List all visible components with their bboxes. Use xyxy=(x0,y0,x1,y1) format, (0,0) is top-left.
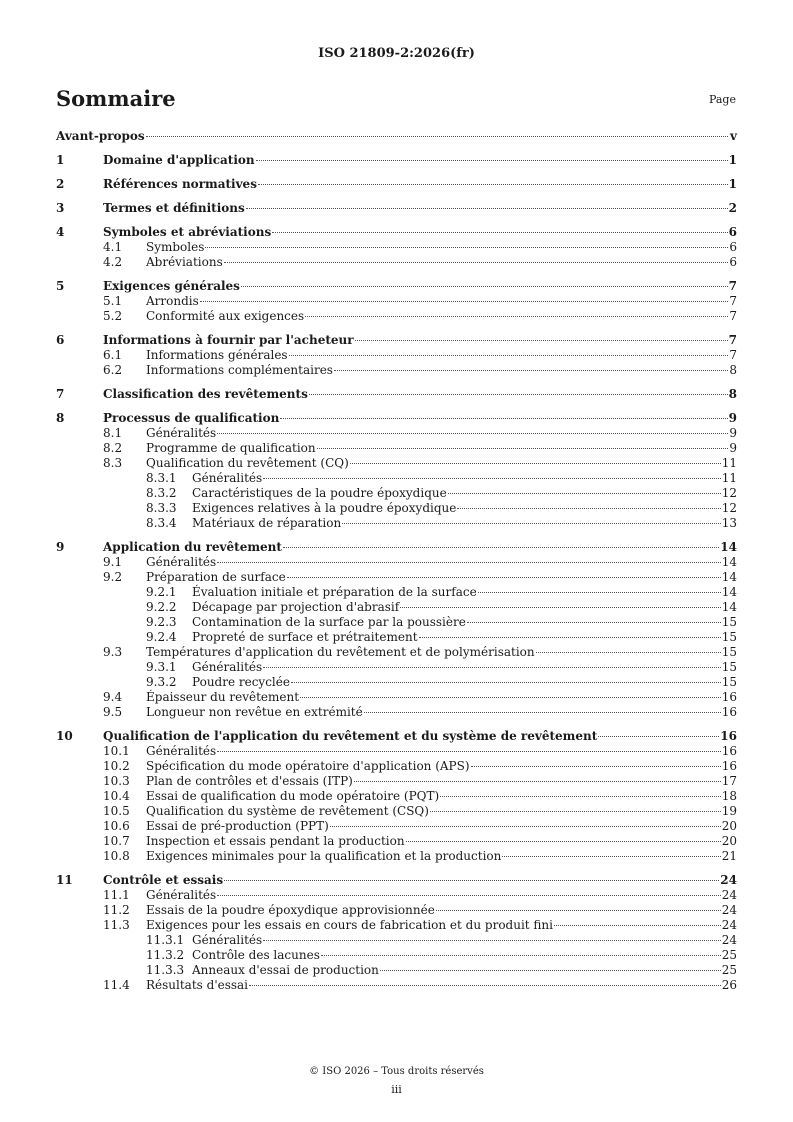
toc-entry-number: 11.3.2 xyxy=(146,948,185,962)
toc-entry-page: 2 xyxy=(728,201,737,215)
toc-entry-page: 7 xyxy=(728,279,737,293)
toc-entry-number: 4.1 xyxy=(103,240,123,254)
toc-entry-page: 16 xyxy=(720,729,737,743)
toc-entry-number: 8.3.2 xyxy=(146,486,177,500)
toc-entry-label: Anneaux d'essai de production xyxy=(192,963,379,977)
toc-entry[interactable] xyxy=(56,486,737,501)
toc-entry-label: Caractéristiques de la poudre époxydique xyxy=(192,486,447,500)
toc-leader-dots xyxy=(354,781,721,782)
toc-leader-dots xyxy=(280,418,727,419)
toc-entry-label: Informations à fournir par l'acheteur xyxy=(103,333,354,347)
toc-leader-dots xyxy=(430,811,721,812)
toc-entry[interactable] xyxy=(56,903,737,918)
toc-entry[interactable] xyxy=(56,585,737,600)
toc-leader-dots xyxy=(350,463,721,464)
toc-entry-label: Contamination de la surface par la poussière xyxy=(192,615,466,629)
toc-entry-label: Informations générales xyxy=(146,348,288,362)
toc-leader-dots xyxy=(380,970,721,971)
toc-entry-label: Poudre recyclée xyxy=(192,675,290,689)
toc-entry-page: 20 xyxy=(721,834,737,848)
toc-leader-dots xyxy=(217,751,721,752)
toc-leader-dots xyxy=(289,355,728,356)
toc-entry-page: 1 xyxy=(728,177,737,191)
toc-entry-number: 8.3.3 xyxy=(146,501,177,515)
toc-entry[interactable] xyxy=(56,570,737,585)
toc-entry-page: 15 xyxy=(721,615,737,629)
toc-entry-page: 21 xyxy=(721,849,737,863)
toc-entry[interactable] xyxy=(56,501,737,516)
toc-leader-dots xyxy=(321,955,721,956)
toc-leader-dots xyxy=(436,910,721,911)
toc-entry-page: 14 xyxy=(720,540,737,554)
toc-entry[interactable] xyxy=(56,426,737,441)
toc-entry-page: 25 xyxy=(721,948,737,962)
toc-entry-label: Informations complémentaires xyxy=(146,363,333,377)
toc-leader-dots xyxy=(224,262,728,263)
toc-entry[interactable] xyxy=(56,774,737,789)
toc-entry[interactable] xyxy=(56,471,737,486)
toc-entry-label: Généralités xyxy=(146,744,217,758)
toc-entry[interactable] xyxy=(56,363,737,378)
toc-entry[interactable] xyxy=(56,201,737,216)
toc-entry-number: 10.5 xyxy=(103,804,130,818)
toc-entry-label: Généralités xyxy=(146,426,217,440)
copyright-footer: © ISO 2026 – Tous droits réservés xyxy=(309,1066,484,1077)
toc-entry[interactable] xyxy=(56,744,737,759)
toc-entry-page: 7 xyxy=(729,348,737,362)
toc-entry-number: 8.3.1 xyxy=(146,471,177,485)
toc-leader-dots xyxy=(536,652,721,653)
toc-leader-dots xyxy=(217,895,721,896)
toc-leader-dots xyxy=(478,592,721,593)
toc-entry-page: 7 xyxy=(729,309,737,323)
toc-entry-label: Résultats d'essai xyxy=(146,978,249,992)
toc-entry-number: 4.2 xyxy=(103,255,123,269)
toc-entry-label: Décapage par projection d'abrasif xyxy=(192,600,400,614)
toc-entry-number: 4 xyxy=(56,225,65,239)
toc-entry-page: 14 xyxy=(721,555,737,569)
toc-entry-page: 13 xyxy=(721,516,737,530)
toc-leader-dots xyxy=(217,433,728,434)
toc-entry[interactable] xyxy=(56,630,737,645)
toc-entry-page: 24 xyxy=(721,888,737,902)
toc-entry-number: 11.2 xyxy=(103,903,130,917)
toc-entry-number: 5 xyxy=(56,279,65,293)
toc-leader-dots xyxy=(241,286,728,287)
toc-entry[interactable] xyxy=(56,690,737,705)
toc-entry-label: Exigences pour les essais en cours de fabrication et du produit fini xyxy=(146,918,553,932)
toc-leader-dots xyxy=(471,766,721,767)
toc-entry-page: 19 xyxy=(721,804,737,818)
toc-entry-number: 9.2.1 xyxy=(146,585,177,599)
toc-leader-dots xyxy=(342,523,721,524)
toc-entry-label: Processus de qualification xyxy=(103,411,280,425)
toc-leader-dots xyxy=(305,316,728,317)
toc-leader-dots xyxy=(283,547,719,548)
toc-entry-page: 6 xyxy=(729,255,737,269)
toc-entry-label: Abréviations xyxy=(146,255,223,269)
toc-entry[interactable] xyxy=(56,948,737,963)
toc-entry[interactable] xyxy=(56,963,737,978)
toc-entry-label: Qualification du système de revêtement (CSQ) xyxy=(146,804,429,818)
toc-entry-page: 8 xyxy=(729,363,737,377)
toc-entry-label: Qualification du revêtement (CQ) xyxy=(146,456,349,470)
toc-entry-page: 9 xyxy=(728,411,737,425)
toc-entry[interactable] xyxy=(56,660,737,675)
toc-entry[interactable] xyxy=(56,309,737,324)
toc-leader-dots xyxy=(300,697,721,698)
toc-entry-label: Références normatives xyxy=(103,177,257,191)
toc-entry-page: 6 xyxy=(729,240,737,254)
toc-entry-label: Classification des revêtements xyxy=(103,387,308,401)
toc-entry-number: 10.2 xyxy=(103,759,130,773)
toc-entry-number: 8.1 xyxy=(103,426,123,440)
toc-entry-label: Termes et définitions xyxy=(103,201,245,215)
toc-entry-number: 10.7 xyxy=(103,834,130,848)
toc-entry-number: 8.3.4 xyxy=(146,516,177,530)
toc-entry[interactable] xyxy=(56,516,737,531)
toc-entry-page: 14 xyxy=(721,585,737,599)
toc-entry[interactable] xyxy=(56,615,737,630)
toc-entry-label: Évaluation initiale et préparation de la surface xyxy=(192,585,477,599)
toc-entry-page: 16 xyxy=(721,759,737,773)
toc-entry-page: 15 xyxy=(721,645,737,659)
toc-entry-label: Qualification de l'application du revêtement et du système de revêtement xyxy=(103,729,598,743)
toc-leader-dots xyxy=(205,247,728,248)
toc-entry[interactable] xyxy=(56,387,737,402)
toc-entry-number: 10 xyxy=(56,729,73,743)
toc-leader-dots xyxy=(272,232,727,233)
toc-entry-label: Généralités xyxy=(192,660,263,674)
toc-entry-label: Généralités xyxy=(192,471,263,485)
toc-entry-number: 10.4 xyxy=(103,789,130,803)
toc-entry[interactable] xyxy=(56,255,737,270)
toc-entry-number: 9.2.2 xyxy=(146,600,177,614)
toc-entry[interactable] xyxy=(56,759,737,774)
toc-entry-label: Contrôle des lacunes xyxy=(192,948,320,962)
toc-leader-dots xyxy=(448,493,721,494)
toc-entry-label: Application du revêtement xyxy=(103,540,282,554)
toc-entry-number: 5.1 xyxy=(103,294,123,308)
toc-entry[interactable] xyxy=(56,645,737,660)
toc-entry-label: Généralités xyxy=(146,555,217,569)
toc-entry-page: 16 xyxy=(721,690,737,704)
toc-entry-label: Programme de qualification xyxy=(146,441,316,455)
toc-entry-number: 9.5 xyxy=(103,705,123,719)
toc-leader-dots xyxy=(224,880,719,881)
toc-entry[interactable] xyxy=(56,873,737,888)
toc-entry-number: 6.1 xyxy=(103,348,123,362)
toc-entry-label: Exigences relatives à la poudre époxydique xyxy=(192,501,457,515)
toc-entry-page: 14 xyxy=(721,570,737,584)
toc-entry-page: 9 xyxy=(729,426,737,440)
toc-entry[interactable] xyxy=(56,729,737,744)
toc-entry-label: Symboles et abréviations xyxy=(103,225,272,239)
toc-entry[interactable] xyxy=(56,411,737,426)
table-of-contents xyxy=(56,129,737,993)
toc-entry-page: 17 xyxy=(721,774,737,788)
toc-entry-page: 12 xyxy=(721,486,737,500)
toc-leader-dots xyxy=(263,667,721,668)
toc-leader-dots xyxy=(598,736,719,737)
toc-entry-page: 15 xyxy=(721,630,737,644)
toc-entry-number: 10.8 xyxy=(103,849,130,863)
toc-entry-page: 20 xyxy=(721,819,737,833)
toc-entry-page: 24 xyxy=(721,918,737,932)
toc-entry-label: Généralités xyxy=(146,888,217,902)
toc-entry[interactable] xyxy=(56,705,737,720)
toc-entry-page: 7 xyxy=(728,333,737,347)
toc-entry-number: 9 xyxy=(56,540,65,554)
toc-entry-label: Exigences minimales pour la qualification et la production xyxy=(146,849,502,863)
toc-entry-number: 8.2 xyxy=(103,441,123,455)
toc-entry-label: Longueur non revêtue en extrémité xyxy=(146,705,363,719)
toc-entry-number: 8.3 xyxy=(103,456,123,470)
toc-entry[interactable] xyxy=(56,933,737,948)
toc-entry-page: 16 xyxy=(721,744,737,758)
toc-leader-dots xyxy=(457,508,720,509)
toc-leader-dots xyxy=(440,796,721,797)
toc-entry[interactable] xyxy=(56,153,737,168)
toc-entry-number: 9.3.2 xyxy=(146,675,177,689)
toc-entry-number: 11.4 xyxy=(103,978,130,992)
toc-leader-dots xyxy=(263,478,721,479)
toc-entry-number: 9.2 xyxy=(103,570,123,584)
toc-entry[interactable] xyxy=(56,279,737,294)
toc-entry-number: 8 xyxy=(56,411,65,425)
toc-entry-number: 3 xyxy=(56,201,65,215)
toc-entry[interactable] xyxy=(56,540,737,555)
toc-entry-page: 24 xyxy=(721,903,737,917)
toc-entry-label: Avant-propos xyxy=(56,129,145,143)
toc-leader-dots xyxy=(400,607,721,608)
toc-entry-number: 5.2 xyxy=(103,309,123,323)
toc-entry-label: Généralités xyxy=(192,933,263,947)
toc-entry-number: 9.1 xyxy=(103,555,123,569)
toc-entry[interactable] xyxy=(56,240,737,255)
toc-entry-page: 12 xyxy=(721,501,737,515)
toc-entry-number: 10.1 xyxy=(103,744,130,758)
toc-entry-number: 11.3.3 xyxy=(146,963,185,977)
toc-leader-dots xyxy=(364,712,721,713)
toc-entry-page: 8 xyxy=(728,387,737,401)
toc-entry-page: 15 xyxy=(721,675,737,689)
toc-entry[interactable] xyxy=(56,675,737,690)
toc-leader-dots xyxy=(309,394,728,395)
toc-entry-number: 9.3.1 xyxy=(146,660,177,674)
toc-leader-dots xyxy=(502,856,720,857)
toc-entry[interactable] xyxy=(56,789,737,804)
toc-entry-number: 10.6 xyxy=(103,819,130,833)
page-number: iii xyxy=(391,1083,402,1096)
toc-entry-number: 11.3.1 xyxy=(146,933,185,947)
toc-leader-dots xyxy=(406,841,721,842)
toc-entry[interactable] xyxy=(56,600,737,615)
toc-entry-label: Préparation de surface xyxy=(146,570,286,584)
toc-entry[interactable] xyxy=(56,348,737,363)
toc-entry[interactable] xyxy=(56,804,737,819)
toc-entry-number: 7 xyxy=(56,387,65,401)
toc-entry-number: 2 xyxy=(56,177,65,191)
toc-entry[interactable] xyxy=(56,456,737,471)
toc-entry[interactable] xyxy=(56,333,737,348)
toc-leader-dots xyxy=(200,301,728,302)
toc-entry-label: Épaisseur du revêtement xyxy=(146,690,300,704)
toc-leader-dots xyxy=(258,184,728,185)
toc-entry[interactable] xyxy=(56,294,737,309)
page-title: Sommaire xyxy=(56,86,176,111)
toc-entry-label: Spécification du mode opératoire d'application (APS) xyxy=(146,759,470,773)
toc-leader-dots xyxy=(263,940,721,941)
toc-entry[interactable] xyxy=(56,441,737,456)
toc-entry-label: Propreté de surface et prétraitement xyxy=(192,630,418,644)
toc-leader-dots xyxy=(146,136,728,137)
toc-entry-page: 1 xyxy=(728,153,737,167)
toc-leader-dots xyxy=(317,448,728,449)
toc-entry-number: 9.2.4 xyxy=(146,630,177,644)
toc-leader-dots xyxy=(256,160,728,161)
toc-leader-dots xyxy=(467,622,721,623)
toc-entry-number: 6 xyxy=(56,333,65,347)
toc-entry-number: 11.3 xyxy=(103,918,130,932)
toc-entry-number: 6.2 xyxy=(103,363,123,377)
toc-entry-page: 18 xyxy=(721,789,737,803)
toc-entry-number: 11.1 xyxy=(103,888,130,902)
toc-entry-page: 11 xyxy=(721,456,737,470)
toc-entry-number: 1 xyxy=(56,153,65,167)
toc-entry-number: 9.4 xyxy=(103,690,123,704)
toc-entry-page: v xyxy=(730,129,737,143)
toc-entry[interactable] xyxy=(56,129,737,144)
toc-entry[interactable] xyxy=(56,225,737,240)
toc-leader-dots xyxy=(246,208,728,209)
toc-entry-number: 9.2.3 xyxy=(146,615,177,629)
document-header: ISO 21809-2:2026(fr) xyxy=(318,46,475,61)
toc-entry-label: Contrôle et essais xyxy=(103,873,224,887)
toc-entry-label: Symboles xyxy=(146,240,205,254)
toc-entry-label: Arrondis xyxy=(146,294,199,308)
toc-entry-label: Plan de contrôles et d'essais (ITP) xyxy=(146,774,353,788)
toc-entry-number: 9.3 xyxy=(103,645,123,659)
toc-entry[interactable] xyxy=(56,849,737,864)
toc-entry-page: 11 xyxy=(721,471,737,485)
toc-entry-label: Températures d'application du revêtement et de polymérisation xyxy=(146,645,535,659)
page-column-label: Page xyxy=(708,93,736,106)
toc-entry-label: Inspection et essais pendant la production xyxy=(146,834,405,848)
toc-leader-dots xyxy=(554,925,721,926)
toc-entry-number: 10.3 xyxy=(103,774,130,788)
toc-entry[interactable] xyxy=(56,177,737,192)
toc-entry-label: Essai de qualification du mode opératoire (PQT) xyxy=(146,789,440,803)
toc-entry-label: Domaine d'application xyxy=(103,153,255,167)
toc-entry-page: 6 xyxy=(728,225,737,239)
toc-leader-dots xyxy=(217,562,721,563)
toc-entry-label: Essai de pré-production (PPT) xyxy=(146,819,329,833)
toc-entry-label: Essais de la poudre époxydique approvisionnée xyxy=(146,903,435,917)
toc-leader-dots xyxy=(355,340,728,341)
toc-entry[interactable] xyxy=(56,834,737,849)
toc-entry-page: 26 xyxy=(721,978,737,992)
toc-entry[interactable] xyxy=(56,888,737,903)
toc-leader-dots xyxy=(291,682,721,683)
toc-entry-label: Matériaux de réparation xyxy=(192,516,342,530)
toc-entry[interactable] xyxy=(56,555,737,570)
toc-entry-label: Conformité aux exigences xyxy=(146,309,305,323)
toc-leader-dots xyxy=(249,985,721,986)
toc-entry-page: 15 xyxy=(721,660,737,674)
toc-leader-dots xyxy=(330,826,721,827)
toc-entry-page: 25 xyxy=(721,963,737,977)
toc-entry[interactable] xyxy=(56,978,737,993)
toc-leader-dots xyxy=(419,637,721,638)
toc-entry-page: 14 xyxy=(721,600,737,614)
toc-entry-number: 11 xyxy=(56,873,73,887)
toc-entry-page: 9 xyxy=(729,441,737,455)
toc-entry[interactable] xyxy=(56,918,737,933)
toc-entry-label: Exigences générales xyxy=(103,279,240,293)
toc-entry-page: 24 xyxy=(720,873,737,887)
toc-entry-page: 7 xyxy=(729,294,737,308)
toc-entry-page: 24 xyxy=(721,933,737,947)
toc-leader-dots xyxy=(334,370,728,371)
toc-entry[interactable] xyxy=(56,819,737,834)
toc-leader-dots xyxy=(287,577,721,578)
toc-entry-page: 16 xyxy=(721,705,737,719)
